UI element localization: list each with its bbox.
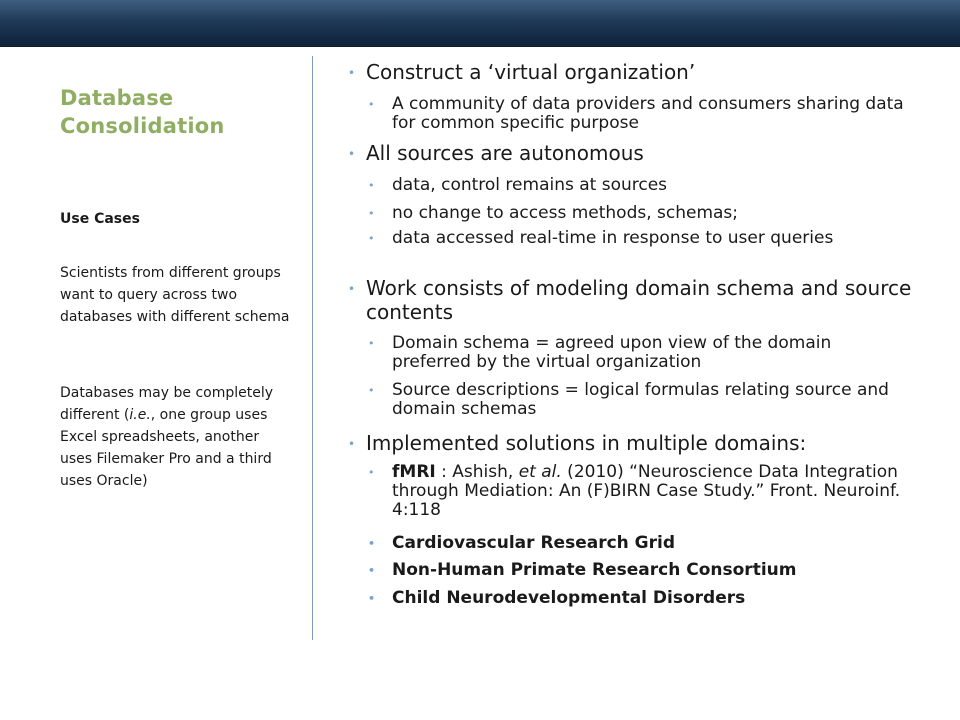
sub-bullet-text: Source descriptions = logical formulas relating source and domain schemas <box>392 380 889 419</box>
sub-bullet <box>366 589 912 608</box>
bullet-dot-icon: • <box>368 207 375 220</box>
sub-bullet <box>366 534 912 553</box>
bullet-virtual-organization <box>340 60 936 84</box>
bullet-dot-icon: • <box>348 437 356 451</box>
bullet-dot-icon: • <box>368 337 375 350</box>
bullet-autonomous-sources <box>340 141 936 165</box>
sub-bullet-text: Cardiovascular Research Grid <box>392 533 676 553</box>
sub-bullet <box>366 229 912 248</box>
bullet-dot-icon: • <box>368 564 376 577</box>
bullet-text: Implemented solutions in multiple domains: <box>366 431 807 455</box>
sub-bullet-text: no change to access methods, schemas; <box>392 203 739 223</box>
para2-text-a: Databases may be completely different ( <box>60 385 274 423</box>
vertical-divider <box>312 56 313 640</box>
use-case-paragraph-2 <box>60 382 280 492</box>
sub-bullet <box>366 334 912 372</box>
bullet-dot-icon: • <box>368 592 376 605</box>
fmri-et-al: et al. <box>518 462 562 482</box>
bullet-modeling-work <box>340 276 936 324</box>
bullet-dot-icon: • <box>348 282 356 296</box>
bullet-dot-icon: • <box>368 537 376 550</box>
bullet-text: Work consists of modeling domain schema and source contents <box>366 276 912 324</box>
sub-bullet <box>366 176 912 195</box>
slide-title <box>60 84 290 140</box>
sub-bullet-text: Domain schema = agreed upon view of the domain preferred by the virtual organization <box>392 333 832 372</box>
fmri-authors: : Ashish, <box>435 462 519 482</box>
use-cases-heading: Use Cases <box>60 211 140 227</box>
fmri-citation: (2010) “Neuroscience Data Integration through Mediation: An (F)BIRN Case Study.” Front. Neuroinf. 4:118 <box>392 462 901 520</box>
para2-text-b: , one group uses Excel spreadsheets, another uses Filemaker Pro and a third uses Oracle) <box>60 407 272 489</box>
sub-bullet-text: data, control remains at sources <box>392 175 668 195</box>
fmri-label: fMRI <box>392 462 436 482</box>
use-case-paragraph-1: Scientists from different groups want to query across two databases with different schema <box>60 265 290 325</box>
sub-bullet-text: A community of data providers and consumers sharing data for common specific purpose <box>392 94 904 133</box>
bullet-dot-icon: • <box>368 232 375 245</box>
sub-bullet-text: Non-Human Primate Research Consortium <box>392 560 797 580</box>
title-line-1: Database <box>60 86 174 110</box>
left-panel <box>60 84 290 489</box>
bullet-dot-icon: • <box>368 179 375 192</box>
bullet-dot-icon: • <box>368 384 375 397</box>
bullet-text: All sources are autonomous <box>366 141 644 165</box>
sub-bullet <box>366 204 912 223</box>
header-bar <box>0 0 960 47</box>
sub-bullet-text: Child Neurodevelopmental Disorders <box>392 588 746 608</box>
bullet-dot-icon: • <box>348 66 356 80</box>
para2-ie: i.e. <box>129 407 151 423</box>
bullet-text: Construct a ‘virtual organization’ <box>366 60 696 84</box>
title-line-2: Consolidation <box>60 114 225 138</box>
bullet-implemented-solutions <box>340 431 936 455</box>
sub-bullet <box>366 561 912 580</box>
sub-bullet <box>366 381 912 419</box>
sub-bullet-text: data accessed real-time in response to user queries <box>392 228 834 248</box>
bullet-dot-icon: • <box>348 147 356 161</box>
bullet-dot-icon: • <box>368 466 375 479</box>
bullet-dot-icon: • <box>368 98 375 111</box>
sub-bullet-fmri <box>366 463 912 520</box>
sub-bullet <box>366 95 912 133</box>
